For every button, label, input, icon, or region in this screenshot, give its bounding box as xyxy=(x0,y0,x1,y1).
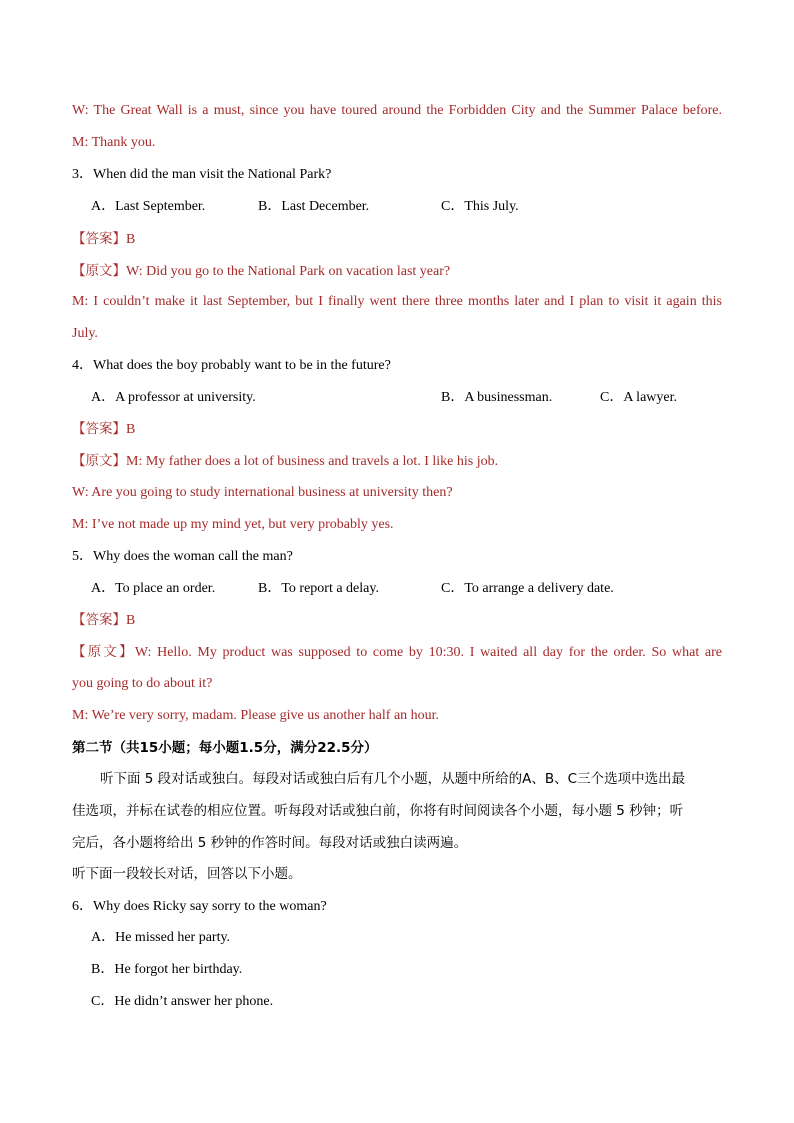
q4-original-text-1: M: My father does a lot of business and travels a lot. I like his job. xyxy=(126,454,499,469)
q6-option-b: B．He forgot her birthday. xyxy=(91,962,243,977)
answer-tag: 【答案】 xyxy=(72,421,126,437)
q4-answer-value: B xyxy=(126,422,136,437)
q4-option-b: B．A businessman. xyxy=(441,390,553,405)
q3-original-2: M: I couldn’t make it last September, but I finally went there three months later and I plan to visit it again this xyxy=(72,294,722,309)
answer-tag: 【答案】 xyxy=(72,231,126,247)
dialogue-line-w-great-wall: W: The Great Wall is a must, since you have toured around the Forbidden City and the Summer Palace before. xyxy=(72,103,722,118)
original-tag: 【原文】 xyxy=(72,644,135,660)
q4-original-1 xyxy=(72,453,722,470)
section-2-instruction-1: 听下面 5 段对话或独白。每段对话或独白后有几个小题，从题中所给的A、B、C三个选项中选出最 xyxy=(100,771,686,787)
q3-option-c: C．This July. xyxy=(441,199,519,214)
dialogue-line-m-thank-you: M: Thank you. xyxy=(72,135,156,150)
q4-option-c: C．A lawyer. xyxy=(600,390,677,405)
q3-option-b: B．Last December. xyxy=(258,199,370,214)
q3-original-text-1: W: Did you go to the National Park on vacation last year? xyxy=(126,264,451,279)
original-tag: 【原文】 xyxy=(72,453,126,469)
question-5: 5．Why does the woman call the man? xyxy=(72,549,293,564)
q3-option-a: A．Last September. xyxy=(91,199,206,214)
q3-original-1 xyxy=(72,263,722,280)
section-2-instruction-2: 佳选项，并标在试卷的相应位置。听每段对话或独白前，你将有时间阅读各个小题，每小题 5 秒钟；听 xyxy=(72,803,684,819)
q4-answer xyxy=(72,421,722,438)
q5-answer-value: B xyxy=(126,613,136,628)
q6-option-c: C．He didn’t answer her phone. xyxy=(91,994,274,1009)
question-4: 4．What does the boy probably want to be in the future? xyxy=(72,358,391,373)
answer-tag: 【答案】 xyxy=(72,612,126,628)
q5-original-2: you going to do about it? xyxy=(72,676,213,691)
question-3: 3．When did the man visit the National Park? xyxy=(72,167,332,182)
original-tag: 【原文】 xyxy=(72,263,126,279)
section-2-instruction-4: 听下面一段较长对话，回答以下小题。 xyxy=(72,866,302,882)
q5-original-text-1: W: Hello. My product was supposed to come by 10:30. I waited all day for the order. So what are xyxy=(134,645,722,660)
q5-original-3: M: We’re very sorry, madam. Please give us another half an hour. xyxy=(72,708,440,723)
q4-original-2: W: Are you going to study international business at university then? xyxy=(72,485,453,500)
q5-option-a: A．To place an order. xyxy=(91,581,216,596)
q3-answer-value: B xyxy=(126,232,136,247)
q4-original-3: M: I’ve not made up my mind yet, but very probably yes. xyxy=(72,517,394,532)
section-2-heading: 第二节（共15小题；每小题1.5分，满分22.5分） xyxy=(72,740,378,756)
q3-answer xyxy=(72,231,722,248)
section-2-instruction-3: 完后，各小题将给出 5 秒钟的作答时间。每段对话或独白读两遍。 xyxy=(72,835,468,851)
q5-option-c: C．To arrange a delivery date. xyxy=(441,581,614,596)
q3-original-3: July. xyxy=(72,326,98,341)
question-6: 6．Why does Ricky say sorry to the woman? xyxy=(72,899,327,914)
q5-option-b: B．To report a delay. xyxy=(258,581,379,596)
q4-option-a: A．A professor at university. xyxy=(91,390,256,405)
q6-option-a: A．He missed her party. xyxy=(91,930,231,945)
q5-answer xyxy=(72,612,722,629)
q5-original-1 xyxy=(72,644,722,661)
